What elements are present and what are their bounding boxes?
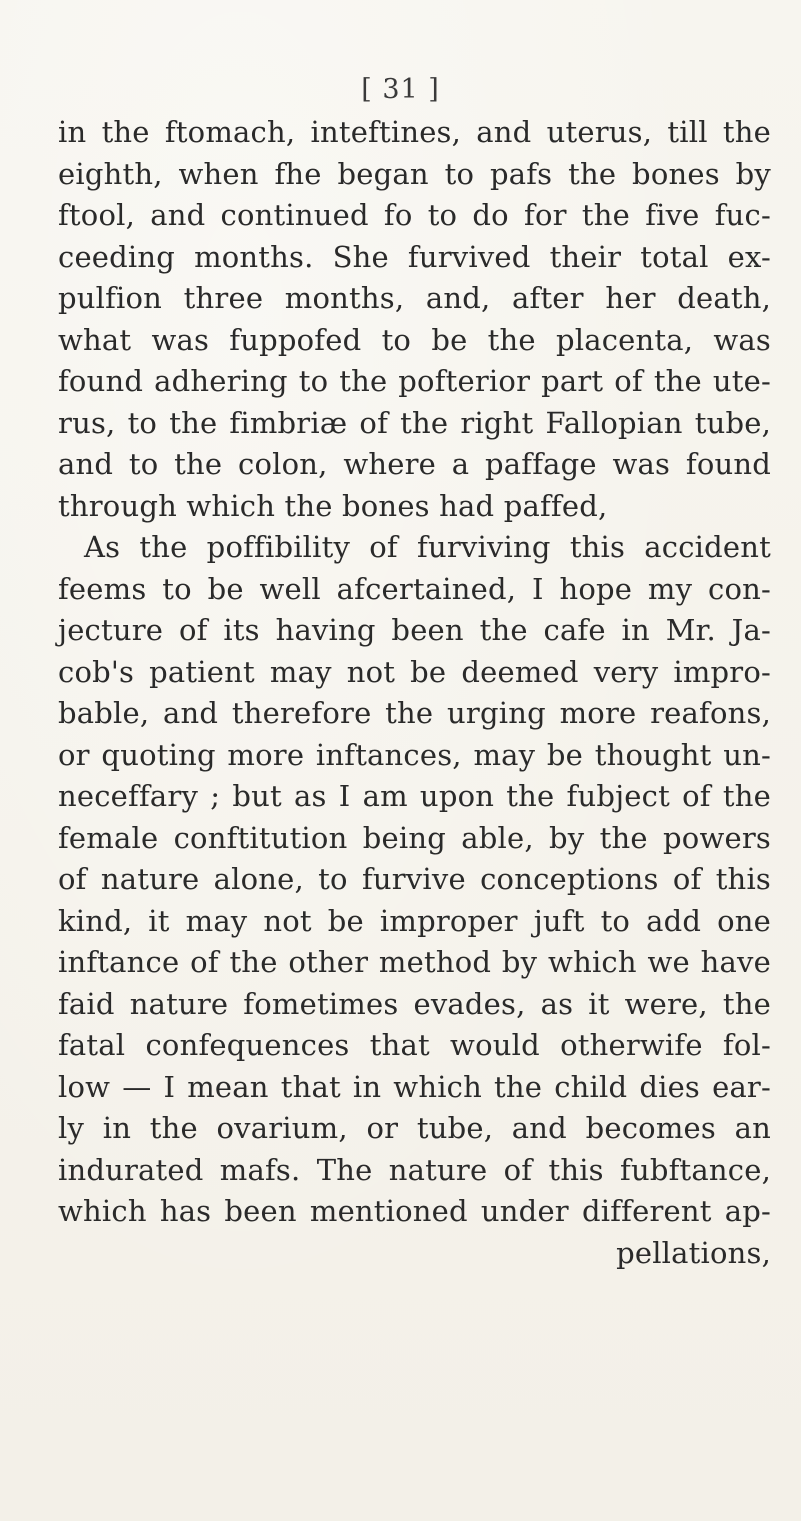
text-line: feems to be well afcertained, I hope my con- [58, 571, 771, 606]
text-line: what was fuppofed to be the placenta, was [58, 322, 771, 357]
body-text [58, 112, 771, 1274]
text-line: ceeding months. She furvived their total ex- [58, 239, 771, 274]
text-line: bable, and therefore the urging more reafons, [58, 696, 771, 730]
catchword-line: pellations, [616, 1235, 771, 1270]
text-line: pulfion three months, and, after her death, [58, 281, 771, 315]
text-line: faid nature fometimes evades, as it were, the [58, 986, 771, 1021]
text-line: in the ftomach, inteftines, and uterus, till the [58, 115, 771, 149]
text-line: jecture of its having been the cafe in Mr. Ja- [58, 613, 771, 647]
text-line: which has been mentioned under different ap- [58, 1194, 771, 1228]
page-number-header: [ 31 ] [361, 74, 440, 105]
text-line: neceffary ; but as I am upon the fubject of the [58, 779, 771, 813]
text-line: found adhering to the pofterior part of the ute- [58, 364, 771, 398]
text-line: kind, it may not be improper juft to add one [58, 903, 771, 938]
paragraph-start-line: As the poffibility of furviving this accident [84, 530, 771, 564]
text-line: rus, to the fimbriæ of the right Fallopian tube, [58, 405, 771, 440]
text-line: low — I mean that in which the child dies ear- [58, 1069, 771, 1104]
text-line: female conftitution being able, by the powers [58, 820, 771, 855]
text-line: cob's patient may not be deemed very impro- [58, 654, 771, 689]
text-line: of nature alone, to furvive conceptions of this [58, 862, 771, 896]
text-line: ly in the ovarium, or tube, and becomes an [58, 1111, 771, 1145]
text-line: through which the bones had paffed, [58, 488, 608, 523]
text-line: fatal confequences that would otherwife fol- [58, 1028, 771, 1062]
text-line: eighth, when fhe began to pafs the bones by [58, 156, 771, 191]
text-line: inftance of the other method by which we have [58, 945, 771, 979]
text-line: or quoting more inftances, may be thought un- [58, 737, 771, 772]
text-line: ftool, and continued fo to do for the five fuc- [58, 198, 771, 232]
text-line: and to the colon, where a paffage was found [58, 447, 771, 481]
text-line: indurated mafs. The nature of this fubftance, [58, 1152, 771, 1187]
